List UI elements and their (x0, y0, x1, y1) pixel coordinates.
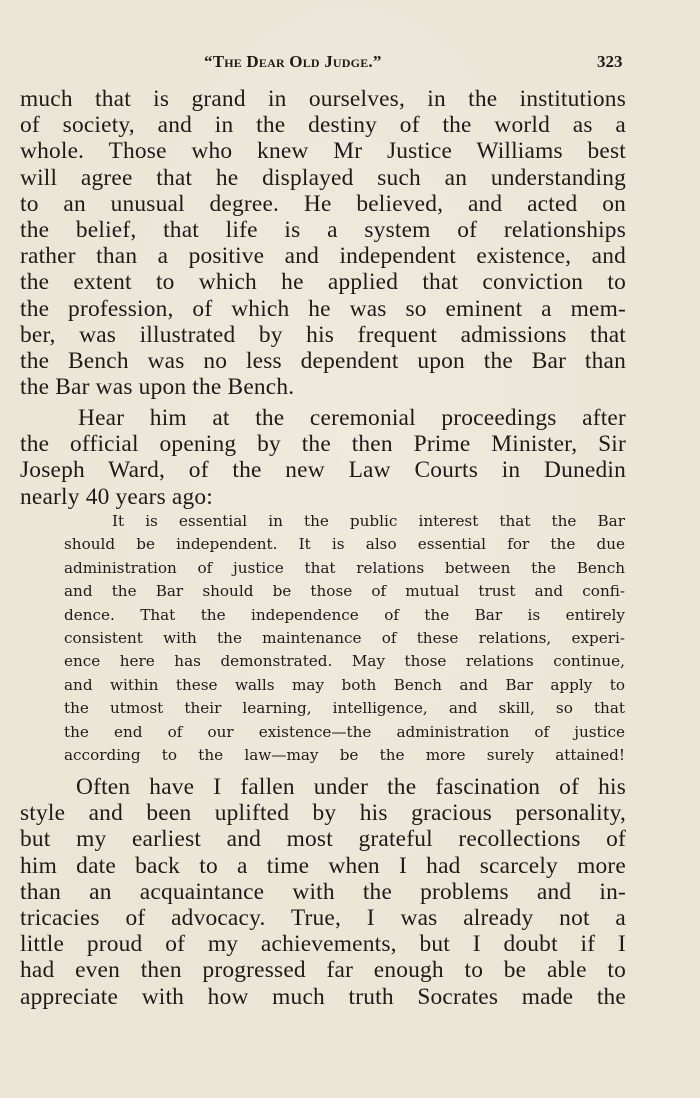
text-line: the official opening by the then Prime Minister, Sir (20, 431, 626, 458)
quote-line: consistent with the maintenance of these relations, experi- (64, 628, 625, 647)
quote-line: and within these walls may both Bench and Bar apply to (64, 675, 625, 694)
text-line: had even then progressed far enough to be able to (20, 957, 626, 984)
block-quotation (64, 510, 625, 767)
text-line: nearly 40 years ago: (20, 483, 213, 510)
quote-line: according to the law—may be the more surely attained! (64, 745, 625, 764)
text-line: the belief, that life is a system of relationships (20, 216, 626, 243)
quote-line: should be independent. It is also essential for the due (64, 535, 625, 554)
running-head (0, 52, 700, 76)
text-line: ber, was illustrated by his frequent admissions that (20, 321, 626, 348)
text-line: will agree that he displayed such an understanding (20, 164, 626, 191)
text-line: him date back to a time when I had scarcely more (20, 852, 626, 879)
quote-line: dence. That the independence of the Bar is entirely (64, 605, 625, 624)
paragraph-3 (20, 774, 626, 1010)
paragraph-1 (20, 86, 626, 400)
text-line: to an unusual degree. He believed, and acted on (20, 190, 626, 217)
text-line: of society, and in the destiny of the world as a (20, 112, 626, 139)
paragraph-2 (20, 405, 626, 510)
quote-line: It is essential in the public interest that the Bar (112, 512, 625, 530)
text-line: appreciate with how much truth Socrates made the (20, 983, 626, 1010)
text-line: whole. Those who knew Mr Justice Williams best (20, 138, 626, 165)
text-line: the Bench was no less dependent upon the Bar than (20, 347, 626, 374)
text-line: than an acquaintance with the problems and in- (20, 878, 626, 905)
text-line: rather than a positive and independent existence, and (20, 243, 626, 270)
text-line: Joseph Ward, of the new Law Courts in Dunedin (20, 457, 626, 484)
quote-line: and the Bar should be those of mutual trust and confi- (64, 582, 625, 601)
page-number: 323 (597, 52, 623, 71)
quote-line: ence here has demonstrated. May those relations continue, (64, 652, 625, 671)
quote-line: administration of justice that relations between the Bench (64, 558, 625, 577)
text-line: the extent to which he applied that conviction to (20, 269, 626, 296)
text-line: Often have I fallen under the fascination of his (76, 774, 626, 800)
text-line: tricacies of advocacy. True, I was already not a (20, 904, 626, 931)
quote-line: the end of our existence—the administration of justice (64, 722, 625, 741)
text-line: little proud of my achievements, but I doubt if I (20, 931, 626, 958)
text-line: the Bar was upon the Bench. (20, 374, 295, 401)
text-line: much that is grand in ourselves, in the institutions (20, 86, 626, 112)
text-line: Hear him at the ceremonial proceedings after (78, 405, 626, 431)
text-line: but my earliest and most grateful recollections of (20, 826, 626, 853)
text-line: the profession, of which he was so eminent a mem- (20, 295, 626, 322)
quote-line: the utmost their learning, intelligence, and skill, so that (64, 699, 625, 718)
running-title: “The Dear Old Judge.” (204, 52, 382, 71)
text-line: style and been uplifted by his gracious personality, (20, 800, 626, 827)
